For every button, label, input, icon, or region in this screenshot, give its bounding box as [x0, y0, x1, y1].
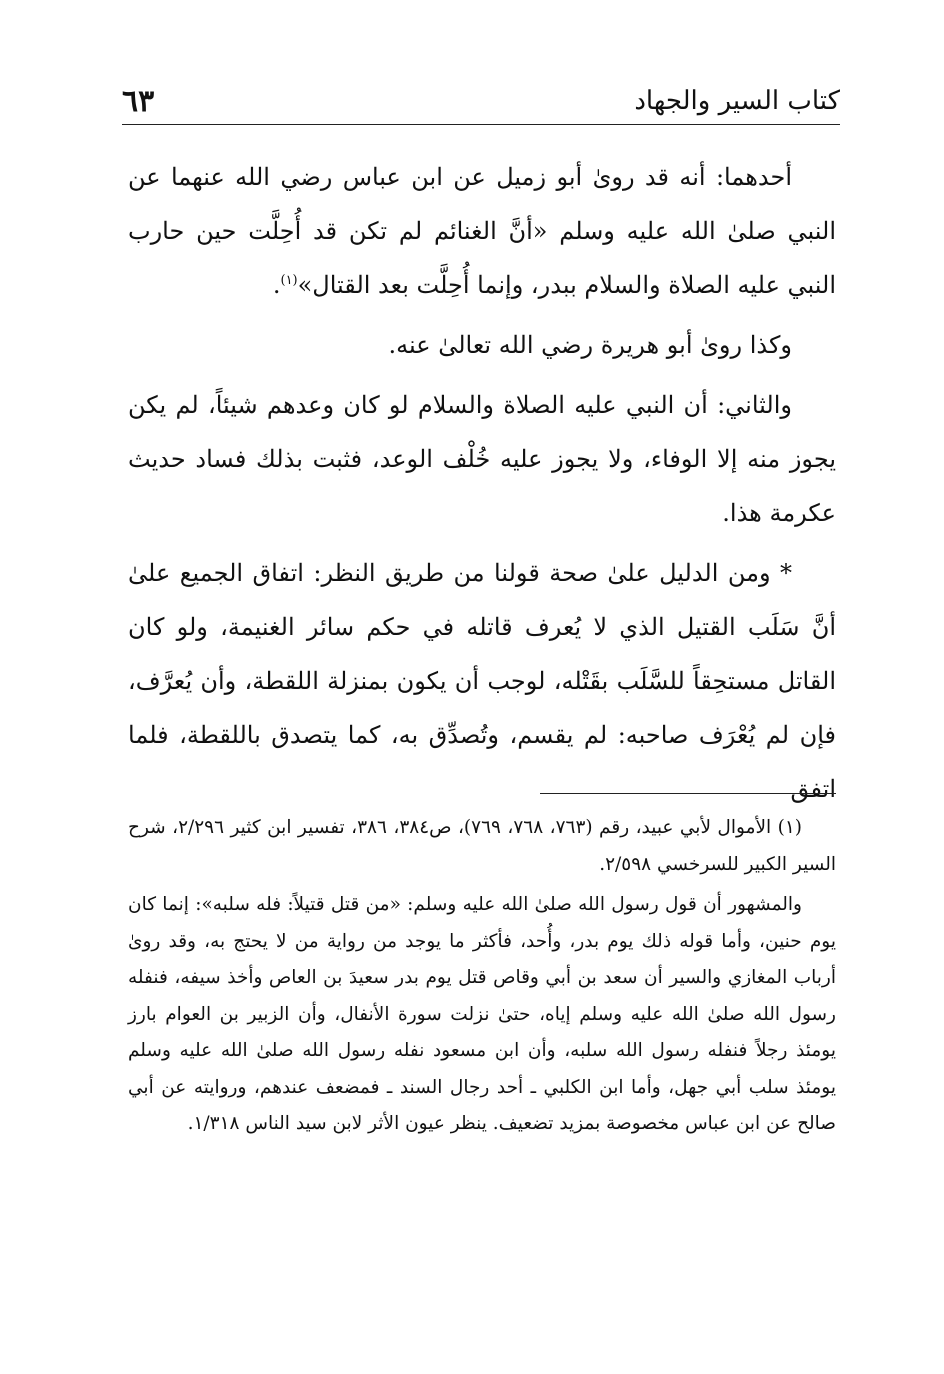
- footnote-separator: [540, 793, 836, 794]
- footnote-1-commentary: والمشهور أن قول رسول الله صلىٰ الله عليه وسلم: «من قتل قتيلاً: فله سلبه»: إنما كان يوم حنين، وأما قوله ذلك يوم بدر، وأُحد، فأكثر ما يوجد من رواية من لا يحتج به، وقد روىٰ أرباب المغازي والسير أن سعد بن أبي وقاص قتل يوم بدر سعيدَ بن العاص وأخذ سيفه، فنفله رسول الله صلىٰ الله عليه وسلم إياه، حتىٰ نزلت سورة الأنفال، وأن الزبير بن العوام بارز يومئذ رجلاً فنفله رسول الله سلبه، وأن ابن مسعود نفله رسول الله صلىٰ الله عليه وسلم يومئذ سلب أبي جهل، وأما ابن الكلبي ـ أحد رجال السند ـ فمضعف عندهم، وروايته عن أبي صالح عن ابن عباس مخصوصة بمزيد تضعيف. ينظر عيون الأثر لابن سيد الناس ١/٣١٨.: [128, 894, 836, 1134]
- paragraph-1-end: .: [272, 271, 281, 299]
- paragraph-2: وكذا روىٰ أبو هريرة رضي الله تعالىٰ عنه.: [388, 331, 792, 359]
- page-number: ٦٣: [122, 84, 155, 119]
- footnote-1: (١) الأموال لأبي عبيد، رقم (٧٦٣، ٧٦٨، ٧٦٩)، ص٣٨٤، ٣٨٦، تفسير ابن كثير ٢/٢٩٦، شرح السير الكبير للسرخسي ٢/٥٩٨.: [128, 817, 836, 875]
- paragraph-4: * ومن الدليل علىٰ صحة قولنا من طريق النظر: اتفاق الجميع علىٰ أنَّ سَلَب القتيل الذي لا يُعرف قاتله في حكم سائر الغنيمة، ولو كان القاتل مستحِقاً للسَّلَب بقَتْله، لوجب أن يكون بمنزلة اللقطة، وأن يُعرَّف، فإن لم يُعْرَف صاحبه: لم يقسم، وتُصدِّق به، كما يتصدق باللقطة، فلما اتفق: [128, 559, 836, 803]
- page-header: [122, 84, 840, 125]
- footnote-ref-1: (١): [280, 273, 298, 288]
- paragraph-1: [128, 150, 836, 312]
- footnotes: [128, 810, 836, 1147]
- paragraph-1-text: أحدهما: أنه قد روىٰ أبو زميل عن ابن عباس رضي الله عنهما عن النبي صلىٰ الله عليه وسلم «أنَّ الغنائم لم تكن قد أُحِلَّت حين حارب النبي عليه الصلاة والسلام ببدر، وإنما أُحِلَّت بعد القتال»: [128, 163, 836, 299]
- paragraph-3: والثاني: أن النبي عليه الصلاة والسلام لو كان وعدهم شيئاً، لم يكن يجوز منه إلا الوفاء، ولا يجوز عليه خُلْف الوعد، فثبت بذلك فساد حديث عكرمة هذا.: [128, 391, 836, 527]
- running-title: كتاب السير والجهاد: [634, 86, 840, 116]
- main-text: [128, 150, 836, 822]
